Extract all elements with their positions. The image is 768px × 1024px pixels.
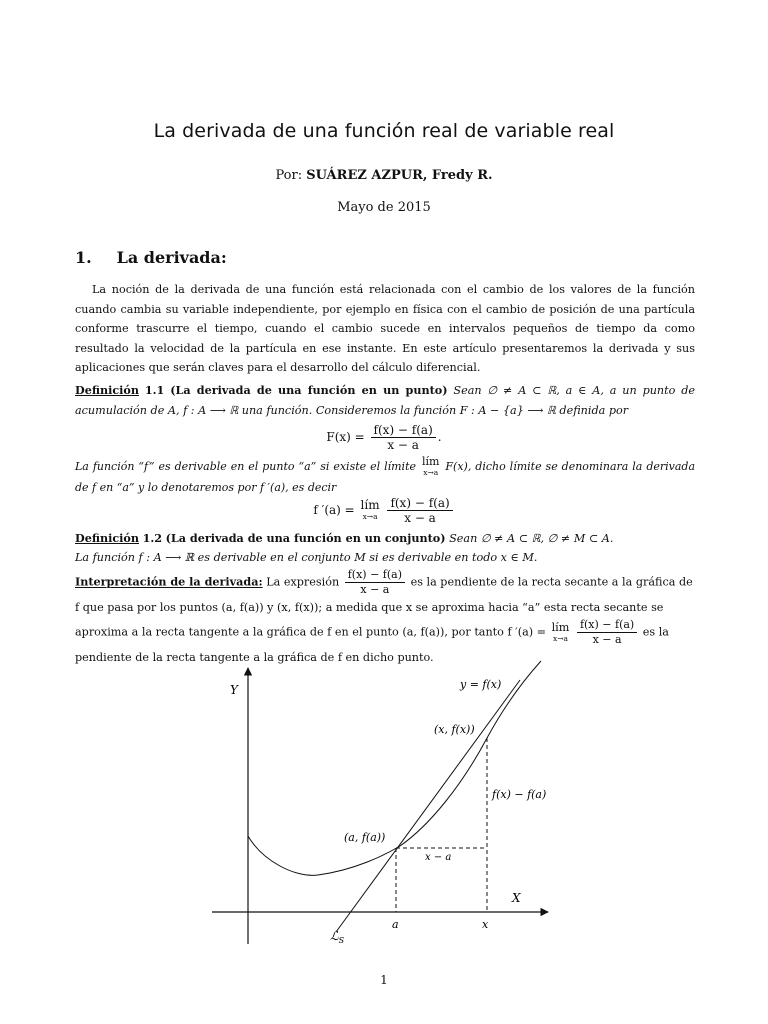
formula2-denominator: x − a <box>404 511 436 525</box>
formula2-fraction <box>387 496 452 525</box>
def1-cont-text-a: La función “f” es derivable en el punto “a” si existe el límite <box>75 460 417 473</box>
interp-numerator-2: f(x) − f(a) <box>577 618 637 633</box>
formula2-numerator: f(x) − f(a) <box>387 496 452 511</box>
formula2-lim-word: lím <box>360 497 380 512</box>
interp-lim-word: lím <box>551 620 570 634</box>
point-a-label: (a, f(a)) <box>344 831 386 844</box>
interp-label: Interpretación de la derivada: <box>75 574 263 589</box>
def1-label: Definición <box>75 383 139 397</box>
run-label: x − a <box>425 852 452 863</box>
def1-number: 1.1 <box>144 383 165 397</box>
interp-lim-sub: x→a <box>552 633 568 643</box>
interp-line2: f que pasa por los puntos (a, f(a)) y (x, f(x)); a medida que x se aproxima hacia “a” esta recta secante se <box>75 601 664 614</box>
curve-label: y = f(x) <box>460 678 502 691</box>
interpretation-paragraph <box>75 568 695 668</box>
page-number: 1 <box>380 973 388 987</box>
def2-text2: La función f : A ⟶ ℝ es derivable en el conjunto M si es derivable en todo x ∈ M. <box>75 551 538 564</box>
formula1-denominator: x − a <box>387 438 419 452</box>
interp-line3-b: es la <box>642 625 669 639</box>
formula1-numerator: f(x) − f(a) <box>371 423 436 438</box>
formula1-lhs: F(x) = <box>326 430 365 444</box>
secant-symbol: ℒ <box>330 929 339 943</box>
definition-1-2 <box>75 529 695 567</box>
interp-line3-a: aproxima a la recta tangente a la gráfica de f en el punto (a, f(a)), por tanto f ′(a) = <box>75 625 547 639</box>
section-number: 1. <box>75 248 92 267</box>
interp-fraction <box>345 568 405 597</box>
x-axis-label: X <box>512 891 521 905</box>
formula2-limit <box>360 497 380 522</box>
date-line: Mayo de 2015 <box>337 200 431 215</box>
author-name: SUÁREZ AZPUR, Fredy R. <box>306 168 493 183</box>
interp-numerator: f(x) − f(a) <box>345 568 405 583</box>
def1-text: Sean ∅ ≠ A ⊂ ℝ, a ∈ A, a un punto de acumulación de A, f : A ⟶ ℝ una función. Consideremos la función F : A − {a} ⟶ ℝ definida por <box>75 384 696 417</box>
rise-label: f(x) − f(a) <box>492 788 547 801</box>
interp-line4: pendiente de la recta tangente a la gráfica de f en dicho punto. <box>75 651 434 664</box>
definition-1-1 <box>75 381 695 420</box>
def2-text: Sean ∅ ≠ A ⊂ ℝ, ∅ ≠ M ⊂ A. <box>449 532 614 545</box>
y-axis-label: Y <box>230 683 238 697</box>
def2-label: Definición <box>75 531 139 545</box>
def1-limit <box>422 456 439 478</box>
secant-subscript: S <box>338 936 345 945</box>
interp-denominator: x − a <box>360 583 390 596</box>
intro-paragraph: La noción de la derivada de una función está relacionada con el cambio de los valores de la función cuando cambia su variable independiente, por ejemplo en física con el cambio de posición de una partícula conforme trascurre el tiempo, cuando el cambio sucede en intervalos pequeños de tiempo da como resultado la velocidad de la partícula en ese instante. En este artículo presentaremos la derivada y sus aplicaciones que serán claves para el desarrollo del cálculo diferencial. <box>75 283 695 374</box>
formula-F: F(x) = $\frac{f(x) - f(a)}{x - a}$ . <box>326 423 442 452</box>
interp-denominator-2: x − a <box>592 633 622 646</box>
formula2-lhs: f ′(a) = <box>313 503 355 517</box>
def2-heading: (La derivada de una función en un conjunto) <box>165 531 446 545</box>
formula2-lim-sub: x→a <box>362 511 378 521</box>
interp-limit <box>552 622 570 644</box>
secant-label <box>330 929 345 945</box>
def1-cont-text-b: F(x), dicho límite se denominara la derivada de f en “a” y lo denotaremos por f ′(a), es decir <box>75 460 696 494</box>
author-prefix: Por: <box>275 168 303 183</box>
section-title: La derivada: <box>116 248 227 267</box>
def2-number: 1.2 <box>142 531 163 545</box>
def1-heading: (La derivada de una función en un punto) <box>170 383 448 397</box>
point-x-label: (x, f(x)) <box>434 723 475 736</box>
author-line <box>0 168 768 183</box>
interp-text-b: es la pendiente de la recta secante a la gráfica de <box>410 575 693 589</box>
formula-derivative <box>0 496 768 525</box>
def1-lim-word: lím <box>421 455 440 468</box>
section-heading <box>75 248 227 267</box>
interp-text-a: La expresión <box>266 575 340 589</box>
derivative-figure <box>0 660 768 960</box>
interp-fraction-2 <box>577 618 637 647</box>
definition-1-1-continued <box>75 456 695 497</box>
def1-lim-sub: x→a <box>423 468 439 477</box>
secant-line <box>336 680 520 932</box>
page-title: La derivada de una función real de variable real <box>153 120 615 142</box>
function-curve <box>248 661 541 875</box>
tick-a-label: a <box>392 918 399 931</box>
tick-x-label: x <box>482 918 489 931</box>
formula1-fraction <box>371 423 436 452</box>
